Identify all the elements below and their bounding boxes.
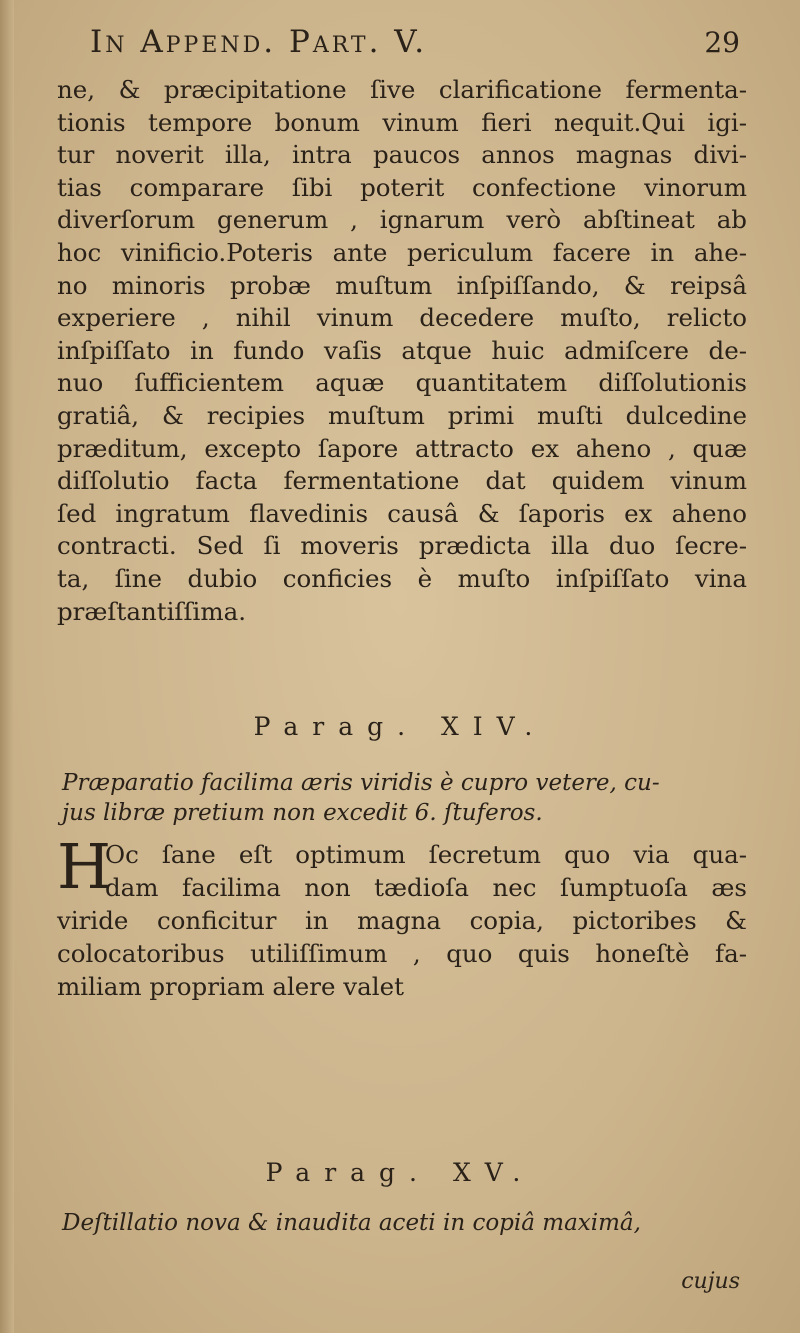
text-line: miliam propriam alere valet	[57, 972, 404, 1001]
section-summary-xv	[62, 1208, 742, 1238]
text-line: præſtantiſſima.	[57, 596, 247, 626]
text-line: contracti. Sed ſi moveris prædicta illa duo ſecre-	[57, 531, 747, 561]
binding-gutter	[0, 0, 14, 1333]
text-line: gratiâ, & recipies muſtum primi muſti dulcedine	[57, 400, 747, 430]
text-line: colocatoribus utiliſſimum , quo quis honeſtè fa-	[57, 939, 747, 968]
section-heading-xv: Parag. XV.	[265, 1158, 535, 1187]
section-summary-xiv	[62, 768, 742, 828]
drop-cap: H	[57, 830, 112, 903]
paragraph-1	[57, 74, 747, 628]
text-line: inſpiſſato in fundo vaſis atque huic admiſcere de-	[57, 335, 747, 365]
section-heading-xiv: Parag. XIV.	[253, 712, 547, 741]
running-head	[90, 24, 740, 64]
text-line: nuo ſufficientem aquæ quantitatem diſſolutionis	[57, 368, 747, 398]
text-line: ſed ingratum flavedinis causâ & ſaporis ex aheno	[57, 498, 747, 528]
text-line: ne, & præcipitatione ſive clarificatione fermenta-	[57, 75, 747, 104]
catchword: cujus	[681, 1269, 740, 1294]
text-line: dam facilima non tædioſa nec ſumptuoſa æs	[105, 873, 747, 902]
page-number: 29	[704, 26, 740, 59]
text-line: experiere , nihil vinum decedere muſto, relicto	[57, 303, 747, 333]
text-line: tionis tempore bonum vinum fieri nequit.Qui igi-	[57, 107, 747, 137]
text-line: tias comparare ſibi poterit confectione vinorum	[57, 172, 747, 202]
text-line: tur noverit illa, intra paucos annos magnas divi-	[57, 140, 747, 170]
running-title: In Append. Part. V.	[90, 24, 428, 60]
text-line: diverſorum generum , ignarum verò abſtineat ab	[57, 205, 747, 235]
summary-line: jus libræ pretium non excedit 6. ſtuferos.	[62, 800, 543, 826]
summary-line: Deſtillatio nova & inaudita aceti in copiâ maximâ,	[62, 1210, 641, 1236]
text-line: hoc vinificio.Poteris ante periculum facere in ahe-	[57, 237, 747, 267]
text-line: ta, ſine dubio conficies è muſto inſpiſſato vina	[57, 563, 747, 593]
text-line: præditum, excepto ſapore attracto ex aheno , quæ	[57, 433, 747, 463]
text-line: Oc ſane eſt optimum ſecretum quo via qua-	[105, 840, 747, 869]
text-line: diſſolutio facta fermentatione dat quidem vinum	[57, 466, 747, 496]
text-line: no minoris probæ muſtum inſpiſſando, & reipsâ	[57, 270, 747, 300]
summary-line: Præparatio facilima æris viridis è cupro vetere, cu-	[62, 770, 660, 796]
text-line: viride conficitur in magna copia, pictoribes &	[57, 906, 747, 935]
paragraph-2	[57, 830, 747, 1003]
